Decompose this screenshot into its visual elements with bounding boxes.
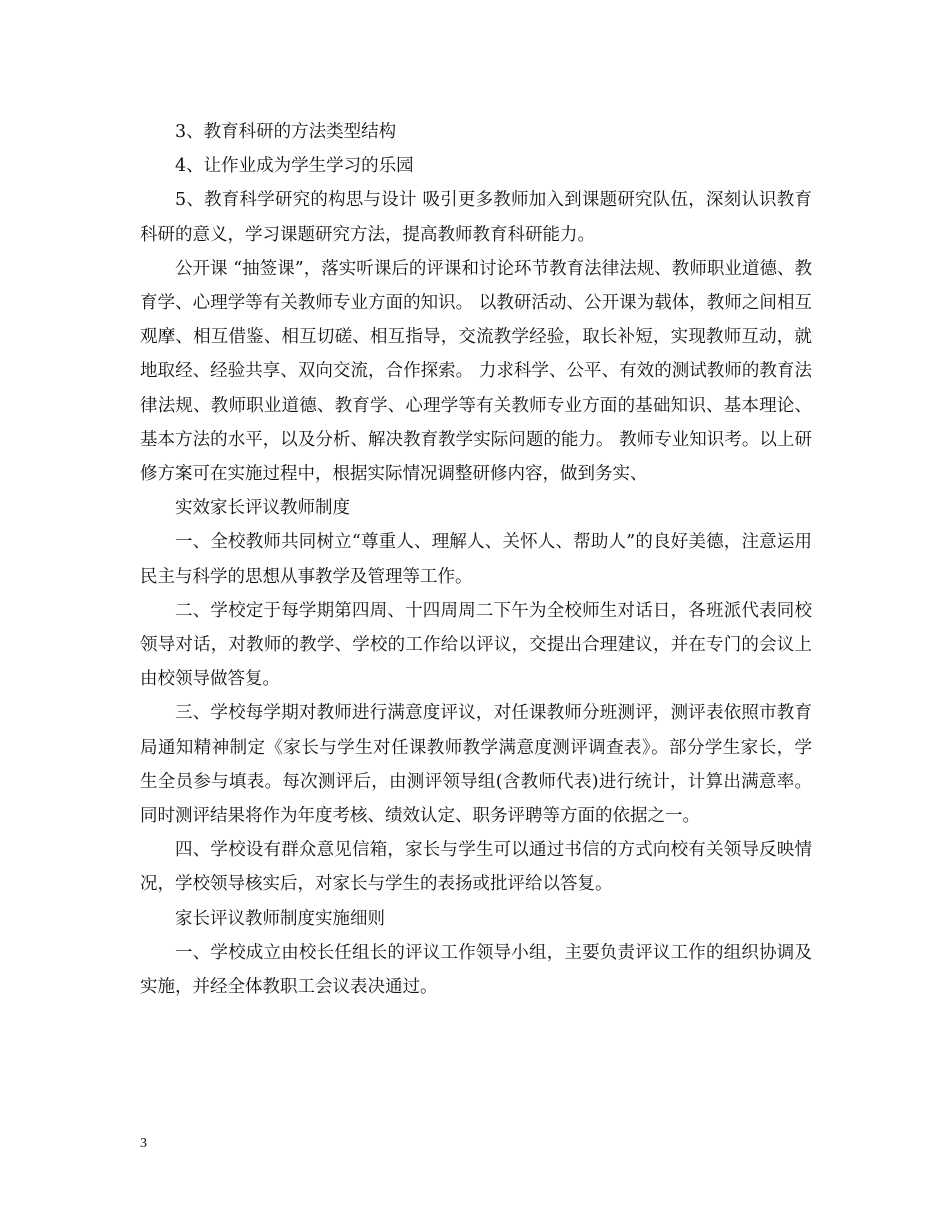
paragraph-implementation-one: 一、学校成立由校长任组长的评议工作领导小组，主要负责评议工作的组织协调及实施，并经全体教职工会议表决通过。: [140, 942, 812, 998]
paragraph-open-class: 公开课 “抽签课”，落实听课后的评课和讨论环节教育法律法规、教师职业道德、教育学、心理学等有关教师专业方面的知识。 以教研活动、公开课为载体，教师之间相互观摩、相互借鉴、相互切磋、相互指导，交流教学经验，取长补短，实现教师互动，就地取经、经验共享、双向交流，合作探索。 力求科学、公平、有效的测试教师的教育法律法规、教师职业道德、教育学、心理学等有关教师专业方面的基础知识、基本理论、基本方法的水平，以及分析、解决教育教学实际问题的能力。 教师专业知识考。以上研修方案可在实施过程中，根据实际情况调整研修内容，做到务实、: [140, 258, 812, 485]
paragraph-rule-two: 二、学校定于每学期第四周、十四周周二下午为全校师生对话日，各班派代表同校领导对话，对教师的教学、学校的工作给以评议，交提出合理建议，并在专门的会议上由校领导做答复。: [140, 600, 812, 690]
document-body: [140, 115, 812, 1004]
paragraph-item-3: 3、教育科研的方法类型结构: [175, 122, 397, 142]
section-heading-parent-evaluation: 实效家长评议教师制度: [175, 498, 350, 519]
paragraph-item-5: 5、教育科学研究的构思与设计 吸引更多教师加入到课题研究队伍，深刻认识教育科研的意义，学习课题研究方法，提高教师教育科研能力。: [140, 190, 812, 245]
paragraph-item-4: 4、让作业成为学生学习的乐园: [175, 156, 414, 177]
paragraph-rule-four: 四、学校设有群众意见信箱，家长与学生可以通过书信的方式向校有关领导反映情况，学校领导核实后，对家长与学生的表扬或批评给以答复。: [140, 840, 812, 895]
page-number: 3: [140, 1136, 147, 1151]
paragraph-rule-one: 一、全校教师共同树立“尊重人、理解人、关怀人、帮助人”的良好美德，注意运用民主与科学的思想从事教学及管理等工作。: [140, 532, 812, 587]
paragraph-rule-three: 三、学校每学期对教师进行满意度评议，对任课教师分班测评，测评表依照市教育局通知精神制定《家长与学生对任课教师教学满意度测评调查表》。部分学生家长，学生全员参与填表。每次测评后，由测评领导组(含教师代表)进行统计，计算出满意率。同时测评结果将作为年度考核、绩效认定、职务评聘等方面的依据之一。: [140, 703, 812, 827]
section-heading-implementation-rules: 家长评议教师制度实施细则: [175, 908, 385, 929]
